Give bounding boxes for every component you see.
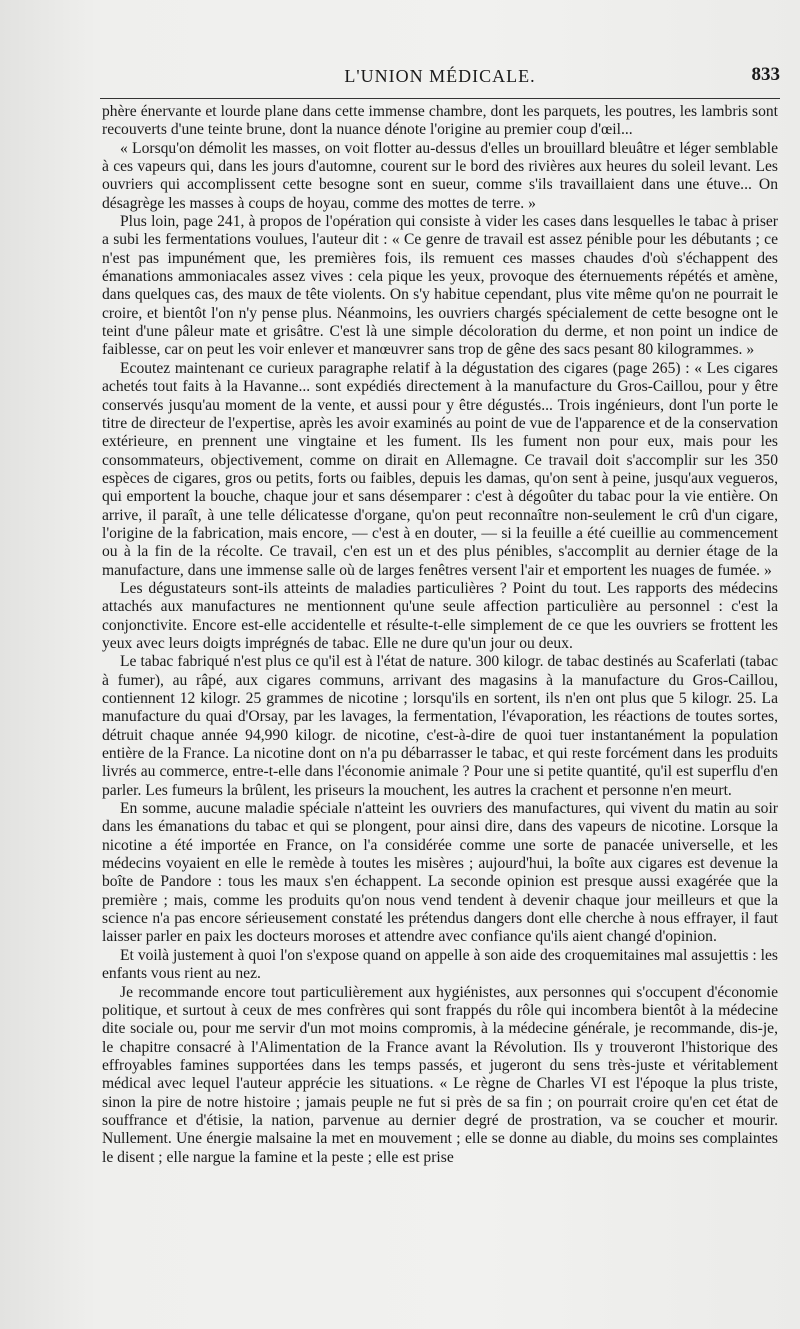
paragraph: phère énervante et lourde plane dans cette immense chambre, dont les parquets, les poutres, les lambris sont recouverts d'une teinte brune, dont la nuance dénote l'origine au premier coup d'œil... [102, 103, 778, 139]
running-title: L'UNION MÉDICALE. [344, 66, 536, 86]
paragraph: Je recommande encore tout particulièrement aux hygiénistes, aux personnes qui s'occupent d'économie politique, et surtout à ceux de mes confrères qui sont frappés du rôle qui incombera bientôt à la médecine dite sociale ou, pour me servir d'un mot moins compromis, à la médecine générale, je recommande, dis-je, le chapitre consacré à l'Alimentation de la France avant la Révolution. Ils y trouveront l'historique des effroyables famines supportées dans les temps passés, et jugeront du sens très-juste et véritablement médical avec lequel l'auteur apprécie les situations. « Le règne de Charles VI est l'époque la plus triste, sinon la pire de notre histoire ; jamais peuple ne fut si près de sa fin ; on pourrait croire qu'en cet état de souffrance et d'étisie, la nation, parvenue au dernier degré de prostration, va se coucher et mourir. Nullement. Une énergie malsaine la met en mouvement ; elle se donne au diable, du moins ses complaintes le disent ; elle nargue la famine et la peste ; elle est prise [102, 983, 778, 1166]
paragraph: « Lorsqu'on démolit les masses, on voit flotter au-dessus d'elles un brouillard bleuâtre et léger semblable à ces vapeurs qui, dans les jours d'automne, courent sur le bord des rivières aux heures du soleil levant. Les ouvriers qui accomplissent cette besogne sont en sueur, comme s'ils travaillaient dans une étuve... On désagrège les masses à coups de hoyau, comme des mottes de terre. » [102, 139, 778, 212]
paragraph: Plus loin, page 241, à propos de l'opération qui consiste à vider les cases dans lesquelles le tabac à priser a subi les fermentations voulues, l'auteur dit : « Ce genre de travail est assez pénible pour les débutants ; ce n'est pas impunément que, les premières fois, ils remuent ces masses chaudes d'où s'échappent des émanations ammoniacales assez vives : cela pique les yeux, provoque des éternuements répétés et amène, dans quelques cas, des maux de tête violents. On s'y habitue cependant, plus vite même qu'on ne pourrait le croire, et bientôt l'on n'y pense plus. Néanmoins, les ouvriers chargés spécialement de cette besogne ont le teint d'une pâleur mate et grisâtre. C'est là une simple décoloration du derme, et non point un indice de faiblesse, car on peut les voir enlever et manœuvrer sans trop de gêne des sacs pesant 80 kilogrammes. » [102, 213, 778, 359]
paragraph: Et voilà justement à quoi l'on s'expose quand on appelle à son aide des croquemitaines mal assujettis : les enfants vous rient au nez. [102, 946, 778, 983]
page-number: 833 [751, 64, 780, 85]
paragraph: Ecoutez maintenant ce curieux paragraphe relatif à la dégustation des cigares (page 265) : « Les cigares achetés tout faits à la Havanne... sont expédiés directement à la manufacture du Gros-Caillou, pour y être conservés jusqu'au moment de la vente, et aussi pour y être dégustés... Trois ingénieurs, dont l'un porte le titre de directeur de l'expertise, après les avoir examinés au point de vue de l'apparence et de la conservation extérieure, en prennent une vingtaine et les fument. Ils les fument non pour eux, mais pour les consommateurs, objectivement, comme on dirait en Allemagne. Ce travail doit s'accomplir sur les 350 espèces de cigares, gros ou petits, forts ou faibles, depuis les damas, qu'on sent à peine, jusqu'aux vegueros, qui emportent la bouche, chaque jour et sans désemparer : c'est à dégoûter du tabac pour la vie entière. On arrive, il paraît, à une telle délicatesse d'organe, qu'on peut reconnaître non-seulement le crû d'un cigare, l'origine de la fabrication, mais encore, — c'est à en douter, — si la feuille a été cueillie au commencement ou à la fin de la récolte. Ce travail, c'en est un et des plus pénibles, s'accomplit au dernier étage de la manufacture, dans une immense salle où de larges fenêtres versent l'air et emportent les nuages de fumée. » [102, 359, 778, 579]
paragraph: Le tabac fabriqué n'est plus ce qu'il est à l'état de nature. 300 kilogr. de tabac destinés au Scaferlati (tabac à fumer), au râpé, aux cigares communs, arrivant des magasins à la manufacture du Gros-Caillou, contiennent 12 kilogr. 25 grammes de nicotine ; lorsqu'ils en sortent, ils n'en ont plus que 5 kilogr. 25. La manufacture du quai d'Orsay, par les lavages, la fermentation, l'évaporation, les réactions de toutes sortes, détruit chaque année 94,990 kilogr. de nicotine, c'est-à-dire de quoi tuer instantanément la population entière de la France. La nicotine dont on n'a pu débarrasser le tabac, et qui reste forcément dans les produits livrés au commerce, entre-t-elle dans l'économie animale ? Pour une si petite quantité, qu'il est superflu d'en parler. Les fumeurs la brûlent, les priseurs la mouchent, les autres la crachent et personne n'en meurt. [102, 653, 778, 799]
body-text [102, 103, 778, 1167]
paragraph: Les dégustateurs sont-ils atteints de maladies particulières ? Point du tout. Les rapports des médecins attachés aux manufactures ne mentionnent qu'une seule affection particulière au personnel : c'est la conjonctivite. Encore est-elle accidentelle et résulte-t-elle simplement de ce que les ouvriers se frottent les yeux avec leurs doigts imprégnés de tabac. Elle ne dure qu'un jour ou deux. [102, 579, 778, 652]
running-header [100, 64, 780, 94]
paragraph: En somme, aucune maladie spéciale n'atteint les ouvriers des manufactures, qui vivent du matin au soir dans les émanations du tabac et qui se plongent, pour ainsi dire, dans des vapeurs de nicotine. Lorsque la nicotine a été importée en France, on l'a considérée comme une sorte de panacée universelle, et les médecins voyaient en elle le remède à toutes les misères ; aujourd'hui, la boîte aux cigares est devenue la boîte de Pandore : tous les maux s'en échappent. La seconde opinion est presque aussi exagérée que la première ; mais, comme les produits qu'on nous vend tendent à devenir chaque jour meilleurs et que la science n'a pas encore sérieusement constaté les prétendus dangers dont elle cherche à nous effrayer, il faut laisser parler en paix les docteurs moroses et attendre avec confiance qu'ils aient changé d'opinion. [102, 800, 778, 946]
header-rule [100, 98, 780, 99]
